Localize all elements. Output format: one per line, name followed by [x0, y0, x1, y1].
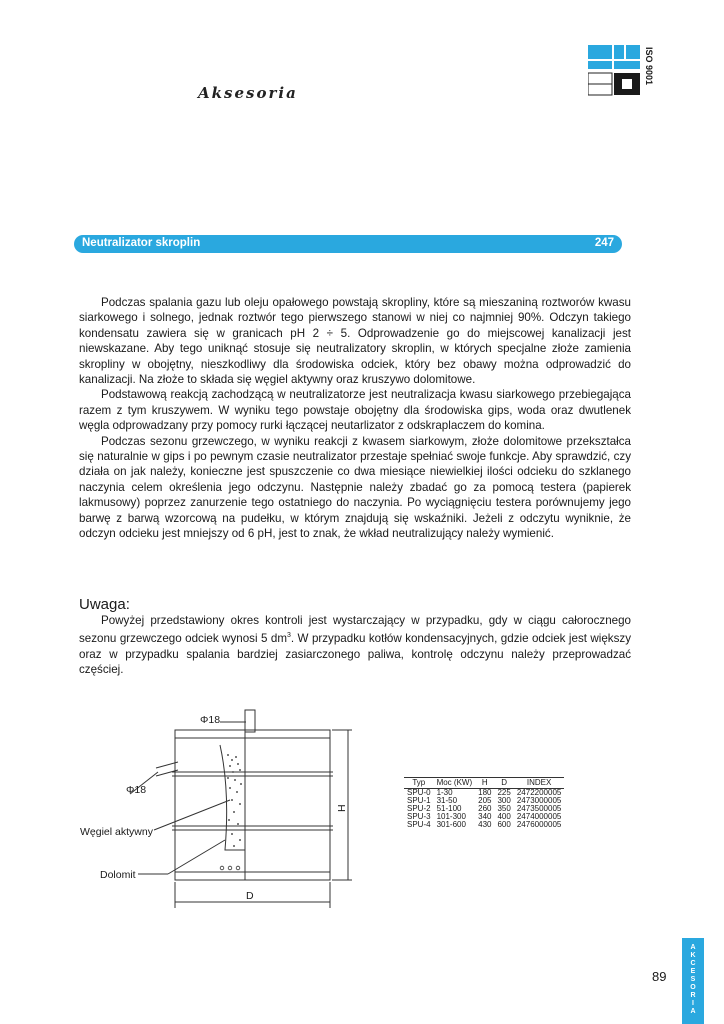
- cell: 180: [478, 788, 492, 797]
- side-tab-letter: O: [690, 984, 696, 991]
- cell: 205: [478, 796, 492, 805]
- header-cell: INDEX: [514, 778, 565, 789]
- side-tab: [682, 938, 704, 1024]
- label-height: H: [336, 804, 348, 812]
- uwaga-heading: Uwaga:: [79, 596, 130, 613]
- side-tab-letter: R: [690, 992, 696, 999]
- cell: 300: [497, 796, 511, 805]
- title-bar: [74, 235, 622, 253]
- cell: 1-30: [436, 788, 453, 797]
- iso-logo: [588, 45, 658, 99]
- cell: 225: [497, 788, 511, 797]
- label-phi-side: Φ18: [126, 784, 147, 796]
- cell: 2476000005: [516, 820, 562, 829]
- cell: 31-50: [436, 796, 458, 805]
- cell: 2473000005: [516, 796, 562, 805]
- title-bar-label: Neutralizator skroplin: [82, 237, 201, 249]
- neutralizer-drawing: [70, 700, 400, 910]
- cell: 430: [478, 820, 492, 829]
- side-tab-letter: A: [690, 944, 696, 951]
- uwaga-text-part2: . W przypadku kotłów kondensacyjnych, gdzie odciek jest większy oraz w przypadku spalania bardziej zasiarczonego paliwa, kontrolę odczynu należy przeprowadzać częściej.: [79, 632, 631, 677]
- cell: 301-600: [436, 820, 466, 829]
- side-tab-letter: K: [690, 952, 696, 959]
- uwaga-text-part1: Powyżej przedstawiony okres kontroli jest wystarczający w przypadku, gdy w ciągu całorocznego sezonu grzewczego odciek wynosi 5 dm: [79, 614, 631, 646]
- cell: 101-300: [436, 812, 466, 821]
- label-diameter: D: [246, 890, 254, 902]
- header-cell: H: [475, 778, 494, 789]
- paragraph: Podczas sezonu grzewczego, w wyniku reakcji z kwasem siarkowym, złoże dolomitowe przekształca się naturalnie w gips i po pewnym czasie neutralizator przestaje spełniać swoje funkcje. Aby sprawdzić, czy działa on jak należy, konieczne jest spuszczenie co dwa miesiące niewielkiej ilości odcieku do szklanego naczynia celem określenia jego odczynu. Następnie należy zbadać go za pomocą testera (papierek lakmusowy) poprzez zanurzenie tego ostatniego do naczynia. Po wyciągnięciu testera porównujemy jego barwę z barwą wzorcową na pudełku, w którym znajdują się wskaźniki. Jeżeli z odczytu wyniknie, że odczyn odcieku jest mniejszy od 6 pH, jest to znak, że wkład neutralizujący należy wymienić.: [79, 434, 631, 541]
- cell: 51-100: [436, 804, 462, 813]
- page-number: 89: [652, 969, 667, 984]
- title-bar-code: 247: [594, 237, 614, 249]
- header-cell: Moc (KW): [434, 778, 476, 789]
- header-cell: Typ: [404, 778, 434, 789]
- side-tab-letter: I: [692, 1000, 694, 1007]
- side-tab-letter: A: [690, 1008, 696, 1015]
- side-tab-letter: S: [690, 976, 696, 983]
- side-tab-letter: C: [690, 960, 696, 967]
- cell: 2474000005: [516, 812, 562, 821]
- body-text: [79, 295, 631, 542]
- header-cell: D: [494, 778, 513, 789]
- side-tab-letter: E: [690, 968, 696, 975]
- spec-table: [404, 777, 564, 829]
- cell: 400: [497, 812, 511, 821]
- label-activated-carbon: Węgiel aktywny: [80, 826, 153, 838]
- uwaga-text: [79, 613, 631, 677]
- label-dolomite: Dolomit: [100, 869, 136, 881]
- cell: 600: [497, 820, 511, 829]
- cell: 2473500005: [516, 804, 562, 813]
- cell: 350: [497, 804, 511, 813]
- section-title: Aksesoria: [198, 84, 298, 102]
- cell: SPU-2: [407, 804, 431, 813]
- table-header-row: [404, 778, 564, 789]
- label-phi-top: Φ18: [200, 714, 221, 726]
- iso-text: ISO 9001: [644, 47, 654, 86]
- cell: 340: [478, 812, 492, 821]
- cell: SPU-0: [407, 788, 431, 797]
- cell: 2472200005: [516, 788, 562, 797]
- paragraph: Podstawową reakcją zachodzącą w neutralizatorze jest neutralizacja kwasu siarkowego przebiegająca razem z tym kruszywem. W wyniku tego powstaje obojętny dla środowiska gips, woda oraz dwutlenek węgla odprowadzany przy pomocy rurki łączącej neutarlizator z odskraplaczem do komina.: [79, 388, 631, 433]
- table-row: [404, 821, 564, 829]
- cell: 260: [478, 804, 492, 813]
- cell: SPU-1: [407, 796, 431, 805]
- cell: SPU-3: [407, 812, 431, 821]
- cell: SPU-4: [407, 820, 431, 829]
- uwaga-superscript: 3: [286, 632, 291, 640]
- paragraph: Podczas spalania gazu lub oleju opałowego powstają skropliny, które są mieszaniną roztworów kwasu siarkowego i solnego, jednak roztwór tego pierwszego stanowi w niej co najmniej 90%. Odczyn takiego kondensatu zawiera się w granicach pH 2 ÷ 5. Odprowadzenie go do miejscowej kanalizacji jest niewskazane. Aby tego uniknąć stosuje się neutralizatory skroplin, w których specjalne złoże zamienia skropliny w obojętny, nieszkodliwy dla środowiska odciek, który bez obawy można odprowadzić do kanalizacji. Na złoże to składa się węgiel aktywny oraz kruszywo dolomitowe.: [79, 296, 631, 387]
